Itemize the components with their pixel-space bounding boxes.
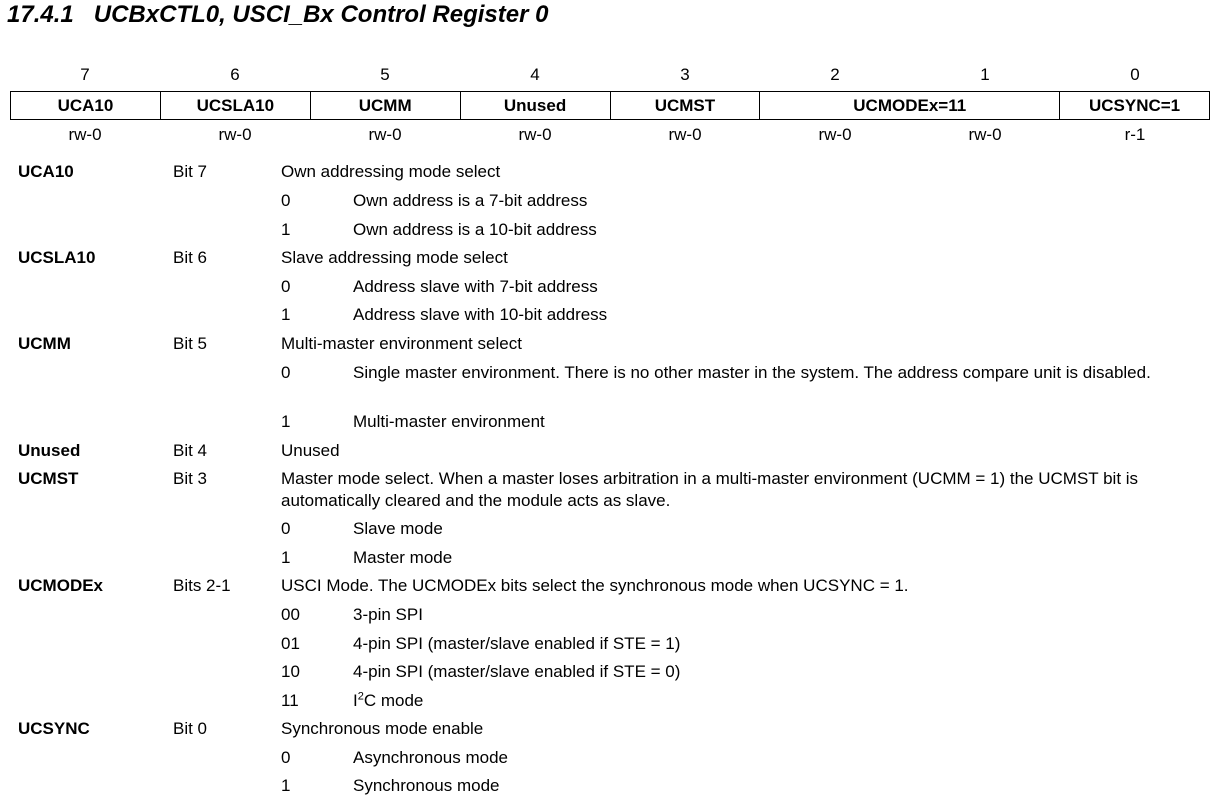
- value-text: Synchronous mode: [353, 776, 500, 795]
- value-code: 0: [281, 191, 291, 210]
- register-field-cell: UCSYNC=1: [1060, 92, 1210, 120]
- value-text: Own address is a 10-bit address: [353, 220, 597, 239]
- access-type: rw-0: [968, 125, 1002, 144]
- access-type: rw-0: [368, 125, 402, 144]
- access-type: rw-0: [518, 125, 552, 144]
- bit-number: 0: [1130, 65, 1140, 84]
- value-code: 0: [281, 277, 291, 296]
- field-description: Synchronous mode enable: [281, 719, 484, 738]
- field-name: Unused: [18, 441, 81, 460]
- bit-number: 4: [530, 65, 540, 84]
- bit-number: 5: [380, 65, 390, 84]
- value-text: Address slave with 7-bit address: [353, 277, 598, 296]
- value-code: 1: [281, 220, 291, 239]
- register-field-cell: UCMM: [310, 92, 460, 120]
- value-text: Multi-master environment: [353, 412, 545, 431]
- access-type: rw-0: [68, 125, 102, 144]
- field-description: USCI Mode. The UCMODEx bits select the synchronous mode when UCSYNC = 1.: [281, 576, 909, 595]
- bit-number: 6: [230, 65, 240, 84]
- value-code: 1: [281, 305, 291, 324]
- value-text: Asynchronous mode: [353, 748, 508, 767]
- value-text: 4-pin SPI (master/slave enabled if STE = 0): [353, 662, 681, 681]
- register-field-cell: UCMODEx=11: [760, 92, 1060, 120]
- field-bits: Bit 7: [173, 162, 208, 181]
- register-field-cell: UCMST: [610, 92, 760, 120]
- register-field-cell: UCSLA10: [160, 92, 310, 120]
- field-name: UCA10: [18, 162, 74, 181]
- value-code: 11: [281, 691, 299, 710]
- value-text-prefix: I: [353, 691, 358, 710]
- value-text: Own address is a 7-bit address: [353, 191, 588, 210]
- value-text: Slave mode: [353, 519, 443, 538]
- bit-number-row: [10, 64, 1210, 86]
- value-text: 4-pin SPI (master/slave enabled if STE = 1): [353, 634, 681, 653]
- bit-number: 3: [680, 65, 690, 84]
- field-bits: Bit 6: [173, 248, 208, 267]
- value-code: 10: [281, 662, 300, 681]
- field-bits: Bit 0: [173, 719, 208, 738]
- value-text: Master mode: [353, 548, 453, 567]
- value-code: 1: [281, 412, 291, 431]
- value-code: 1: [281, 776, 291, 795]
- value-code: 0: [281, 748, 291, 767]
- field-bits: Bit 3: [173, 469, 208, 488]
- value-code: 00: [281, 605, 300, 624]
- field-bits: Bits 2-1: [173, 576, 231, 595]
- field-description: Multi-master environment select: [281, 334, 522, 353]
- field-name: UCSLA10: [18, 248, 96, 267]
- value-code: 0: [281, 363, 291, 382]
- field-name: UCMST: [18, 469, 79, 488]
- field-description: Master mode select. When a master loses arbitration in a multi-master environment (UCMM = 1) the UCMST bit is automatically cleared and the module acts as slave.: [281, 469, 1139, 510]
- value-text: 3-pin SPI: [353, 605, 423, 624]
- field-name: UCMM: [18, 334, 71, 353]
- field-description: Slave addressing mode select: [281, 248, 508, 267]
- register-field-cell: Unused: [460, 92, 610, 120]
- field-bits: Bit 4: [173, 441, 208, 460]
- field-bits: Bit 5: [173, 334, 208, 353]
- register-field-cell: UCA10: [11, 92, 161, 120]
- value-code: 1: [281, 548, 291, 567]
- field-name: UCSYNC: [18, 719, 90, 738]
- value-text: Address slave with 10-bit address: [353, 305, 608, 324]
- value-text-suffix: C mode: [363, 691, 424, 710]
- value-text: Single master environment. There is no other master in the system. The address compare unit is disabled.: [353, 363, 1151, 382]
- access-type: rw-0: [818, 125, 852, 144]
- access-row: [10, 124, 1210, 146]
- value-text-i2c: [353, 690, 1193, 712]
- field-description: Own addressing mode select: [281, 162, 501, 181]
- access-type: r-1: [1124, 125, 1146, 144]
- section-title: 17.4.1 UCBxCTL0, USCI_Bx Control Register 0: [7, 1, 549, 28]
- value-code: 01: [281, 634, 300, 653]
- register-field-table: [10, 91, 1210, 120]
- access-type: rw-0: [668, 125, 702, 144]
- field-description: Unused: [281, 441, 340, 460]
- access-type: rw-0: [218, 125, 252, 144]
- field-name: UCMODEx: [18, 576, 104, 595]
- bit-number: 2: [830, 65, 840, 84]
- superscript-2: 2: [357, 690, 364, 703]
- bit-number: 7: [80, 65, 90, 84]
- bit-number: 1: [980, 65, 990, 84]
- value-code: 0: [281, 519, 291, 538]
